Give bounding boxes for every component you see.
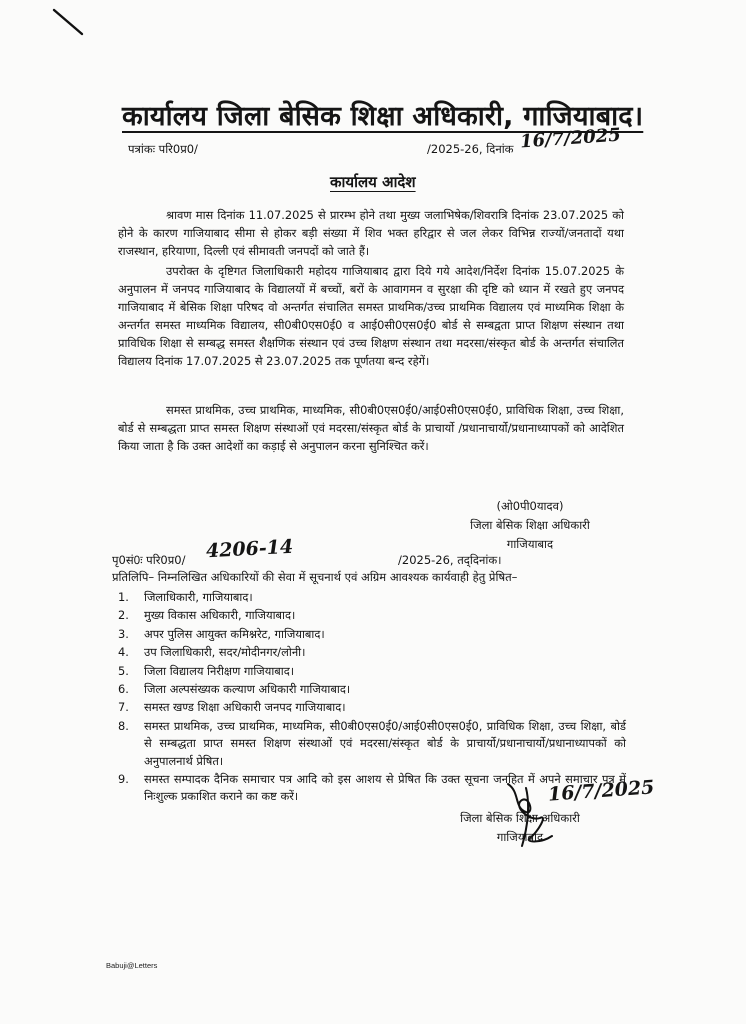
copy-intro: प्रतिलिपि– निम्नलिखित अधिकारियों की सेवा में सूचनार्थ एवं अग्रिम आवश्यक कार्यवाही हेतु प्रेषित– [112,570,518,584]
pen-stroke-mark [52,8,86,38]
list-item [118,681,626,698]
list-item-text: समस्त सम्पादक दैनिक समाचार पत्र आदि को इस आशय से प्रेषित कि उक्त सूचना जनहित में अपने समाचार पत्र में निःशुल्क प्रकाशित कराने का कष्ट करें। [144,772,626,804]
dispatch-date-label: /2025-26, तद्‌दिनांक। [398,553,502,567]
list-item-text: जिला अल्पसंख्यक कल्याण अधिकारी गाजियाबाद। [144,682,351,697]
list-item-number: 4. [118,645,129,660]
list-item [118,626,626,643]
list-item-number: 3. [118,626,129,641]
list-item-text: मुख्य विकास अधिकारी, गाजियाबाद। [144,608,296,623]
officer-name: (ओ0पी0यादव) [496,499,564,513]
order-paragraph-3-text: समस्त प्राथमिक, उच्च प्राथमिक, माध्यमिक, सी0बी0एस0ई0/आई0सी0एस0ई0, प्राविधिक शिक्षा, उच्च शिक्षा, बोर्ड से सम्बद्धता प्राप्त समस्त शिक्षण संस्थाओं एवं मदरसा/संस्कृत बोर्ड के प्राचार्यो /प्रधानाचार्यो/प्रधानाध्यापकों को आदेशित किया जाता है कि उक्त आदेशों का कड़ाई से अनुपालन करना सुनिश्चित करें। [118,403,624,453]
order-paragraph-3 [118,401,624,455]
list-item-text: जिला विद्यालय निरीक्षण गाजियाबाद। [144,663,295,678]
list-item-text: जिलाधिकारी, गाजियाबाद। [144,590,253,604]
list-item-text: अपर पुलिस आयुक्त कमिश्नरेट, गाजियाबाद। [144,626,325,641]
list-item-number: 2. [118,608,129,623]
list-item-number: 9. [118,772,129,787]
order-title: कार्यालय आदेश [330,173,416,191]
copy-recipient-list [118,589,626,807]
final-designation: जिला बेसिक शिक्षा अधिकारी [460,811,580,825]
letter-number-label: पत्रांकः परि0प्र0/ [128,142,198,156]
handwritten-dispatch-number: 4206-14 [205,535,294,563]
order-paragraph-1-text: श्रावण मास दिनांक 11.07.2025 से प्रारम्भ होने तथा मुख्य जलाभिषेक/शिवरात्रि दिनांक 23.07.2025 को होने के कारण गाजियाबाद सीमा से होकर बड़ी संख्या में शिव भक्त हरिद्वार से जल लेकर विभिन्न राज्यों/जनतादों यथा राजस्थान, हरियाणा, दिल्ली एवं सीमावती जनपदों को जाते हैं। [118,208,624,258]
year-date-label: /2025-26, दिनांक [427,142,514,156]
list-item-text: समस्त खण्ड शिक्षा अधिकारी जनपद गाजियाबाद। [144,700,346,715]
list-item-number: 1. [118,590,129,604]
list-item-number: 5. [118,663,129,678]
list-item [118,644,626,661]
officer-designation: जिला बेसिक शिक्षा अधिकारी [470,518,590,532]
list-item-number: 8. [118,718,129,733]
handwritten-date: 16/7/2025 [519,124,622,153]
list-item-text: उप जिलाधिकारी, सदर/मोदीनगर/लोनी। [144,645,306,660]
list-item [118,718,626,770]
watermark: Babuji@Letters [106,961,158,970]
dispatch-number-label: पृ0सं0ः परि0प्र0/ [112,553,186,567]
order-paragraph-2 [118,262,624,370]
order-paragraph-2-text: उपरोक्त के दृष्टिगत जिलाधिकारी महोदय गाजियाबाद द्वारा दिये गये आदेश/निर्देश दिनांक 15.07.2025 के अनुपालन में जनपद गाजियाबाद के विद्यालयों में बच्चों, बरों के आवागमन व सुरक्षा की दृष्टि को ध्यान में रखते हुए जनपद गाजियाबाद में बेसिक शिक्षा परिषद वो अन्तर्गत संचालित समस्त प्राथमिक/उच्च प्राथमिक विद्यालय एवं माध्यमिक शिक्षा के अन्तर्गत समस्त माध्यमिक विद्यालय, सी0बी0एस0ई0 व आई0सी0एस0ई0 बोर्ड से सम्बद्वता प्राप्त शिक्षण संस्थान तथा प्राविधिक शिक्षा से सम्बद्ध समस्त शैक्षणिक संस्थान एवं उच्च शिक्षण संस्थान तथा मदरसा/संस्कृत बोर्ड के अन्तर्गत संचालित विद्यालय दिनांक 17.07.2025 से 23.07.2025 तक पूर्णतया बन्द रहेगें। [118,264,624,368]
list-item [118,589,626,606]
list-item-number: 6. [118,682,129,697]
list-item [118,699,626,716]
signature-handwritten-date: 16/7/2025 [547,776,656,806]
officer-place: गाजियाबाद [506,537,554,551]
office-title: कार्यालय जिला बेसिक शिक्षा अधिकारी, गाजियाबाद। [122,101,644,132]
final-place: गाजियाबाद [496,830,544,844]
order-paragraph-1 [118,206,624,260]
list-item [118,607,626,624]
list-item [118,663,626,680]
officer-signature-block [450,497,610,554]
list-item-text: समस्त प्राथमिक, उच्च प्राथमिक, माध्यमिक, सी0बी0एस0ई0/आई0सी0एस0ई0, प्राविधिक शिक्षा, उच्च शिक्षा, बोर्ड से सम्बद्धता प्राप्त समस्त शिक्षण संस्थाओं एवं मदरसा/संस्कृत बोर्ड के प्राचार्यो/प्रधानाचार्यो/प्रधानाध्यापकों को अनुपालनार्थ प्रेषित। [144,718,626,768]
list-item-number: 7. [118,700,129,715]
